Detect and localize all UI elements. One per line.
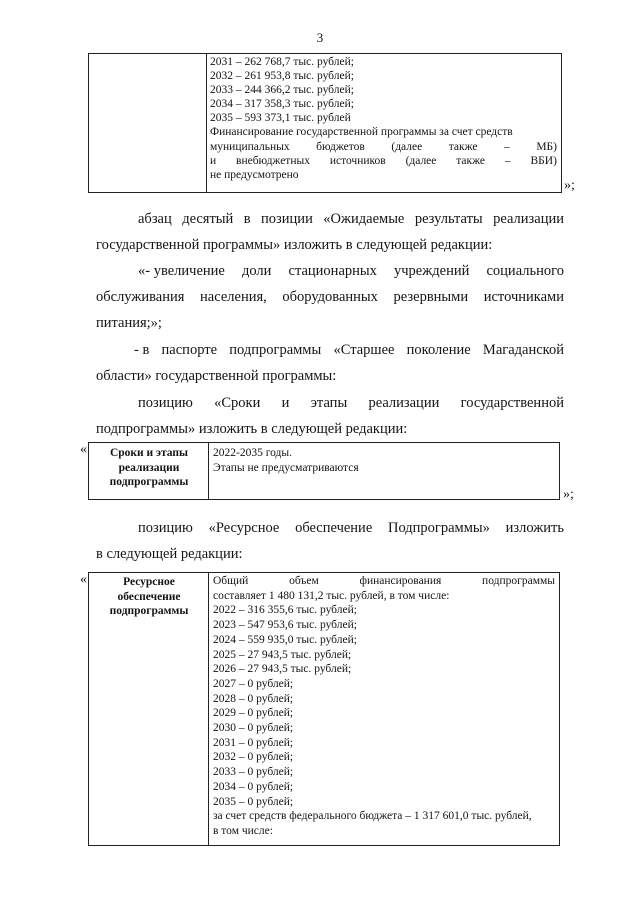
resource-line: 2027 – 0 рублей;	[213, 677, 294, 690]
page-number: 3	[316, 30, 324, 45]
terms-header: Сроки и этапы реализации подпрограммы	[109, 447, 189, 488]
terms-table	[88, 442, 560, 500]
table-divider	[206, 54, 207, 192]
resource-line: 2029 – 0 рублей;	[213, 707, 294, 720]
resource-line: 2026 – 27 943,5 тыс. рублей;	[213, 663, 352, 676]
paragraph-2: «- увеличение доли стационарных учреждений социального	[138, 263, 564, 279]
paragraph-1: абзац десятый в позиции «Ожидаемые результаты реализации	[138, 211, 564, 227]
resource-line: 2023 – 547 953,6 тыс. рублей;	[213, 619, 357, 632]
paragraph-5: позицию «Ресурсное обеспечение Подпрограммы» изложить	[138, 520, 564, 536]
funding-line: 2031 – 262 768,7 тыс. рублей;	[210, 56, 354, 68]
funding-line: 2035 – 593 373,1 тыс. рублей	[210, 112, 351, 125]
resource-line: 2028 – 0 рублей;	[213, 692, 294, 705]
funding-line-vbi: и внебюджетных источников (далее также – ВБИ)	[210, 154, 557, 167]
paragraph-4: позицию «Сроки и этапы реализации государственной	[138, 395, 564, 411]
closing-quote: »;	[563, 487, 574, 502]
funding-table-continuation	[88, 53, 562, 193]
resource-line: 2034 – 0 рублей;	[213, 780, 294, 793]
resource-line: 2024 – 559 935,0 тыс. рублей;	[213, 633, 357, 646]
resource-line: 2022 – 316 355,6 тыс. рублей;	[213, 604, 357, 617]
paragraph-3: - в паспорте подпрограммы «Старшее поколение Магаданской	[134, 342, 564, 358]
resource-line: 2032 – 0 рублей;	[213, 751, 294, 764]
resource-line: 2035 – 0 рублей;	[213, 795, 294, 808]
paragraph-1-line-2: государственной программы» изложить в следующей редакции:	[96, 237, 493, 253]
table-divider	[208, 443, 209, 499]
resource-line: за счет средств федерального бюджета – 1 317 601,0 тыс. рублей,	[213, 810, 532, 823]
resource-line: составляет 1 480 131,2 тыс. рублей, в том числе:	[213, 589, 450, 602]
paragraph-5-line-2: в следующей редакции:	[96, 546, 243, 562]
closing-quote: »;	[564, 178, 575, 193]
terms-value: 2022-2035 годы. Этапы не предусматриваются	[213, 447, 359, 474]
resource-line: 2030 – 0 рублей;	[213, 722, 294, 735]
funding-line: 2033 – 244 366,2 тыс. рублей;	[210, 84, 354, 97]
paragraph-2-line-2: обслуживания населения, оборудованных резервными источниками	[96, 289, 564, 305]
funding-line: 2032 – 261 953,8 тыс. рублей;	[210, 70, 354, 83]
funding-line-mb: муниципальных бюджетов (далее также – МБ)	[210, 140, 557, 153]
funding-cell	[210, 55, 557, 182]
funding-line: 2034 – 317 358,3 тыс. рублей;	[210, 98, 354, 111]
paragraph-3-line-2: области» государственной программы:	[96, 368, 337, 384]
resource-line: Общий объем финансирования подпрограммы	[213, 575, 555, 587]
opening-quote: «	[80, 442, 87, 457]
funding-line: не предусмотрено	[210, 168, 299, 181]
resource-header: Ресурсное обеспечение подпрограммы	[109, 576, 189, 617]
resource-line: 2033 – 0 рублей;	[213, 766, 294, 779]
paragraph-2-line-3: питания;»;	[96, 315, 162, 331]
resource-line: 2025 – 27 943,5 тыс. рублей;	[213, 648, 352, 661]
resource-value	[213, 574, 555, 839]
resource-line: в том числе:	[213, 824, 273, 837]
opening-quote: «	[80, 572, 87, 587]
resource-line: 2031 – 0 рублей;	[213, 736, 294, 749]
table-divider	[208, 573, 209, 845]
funding-line: Финансирование государственной программы за счет средств	[210, 126, 513, 139]
paragraph-4-line-2: подпрограммы» изложить в следующей редакции:	[96, 421, 408, 437]
resource-table	[88, 572, 560, 846]
